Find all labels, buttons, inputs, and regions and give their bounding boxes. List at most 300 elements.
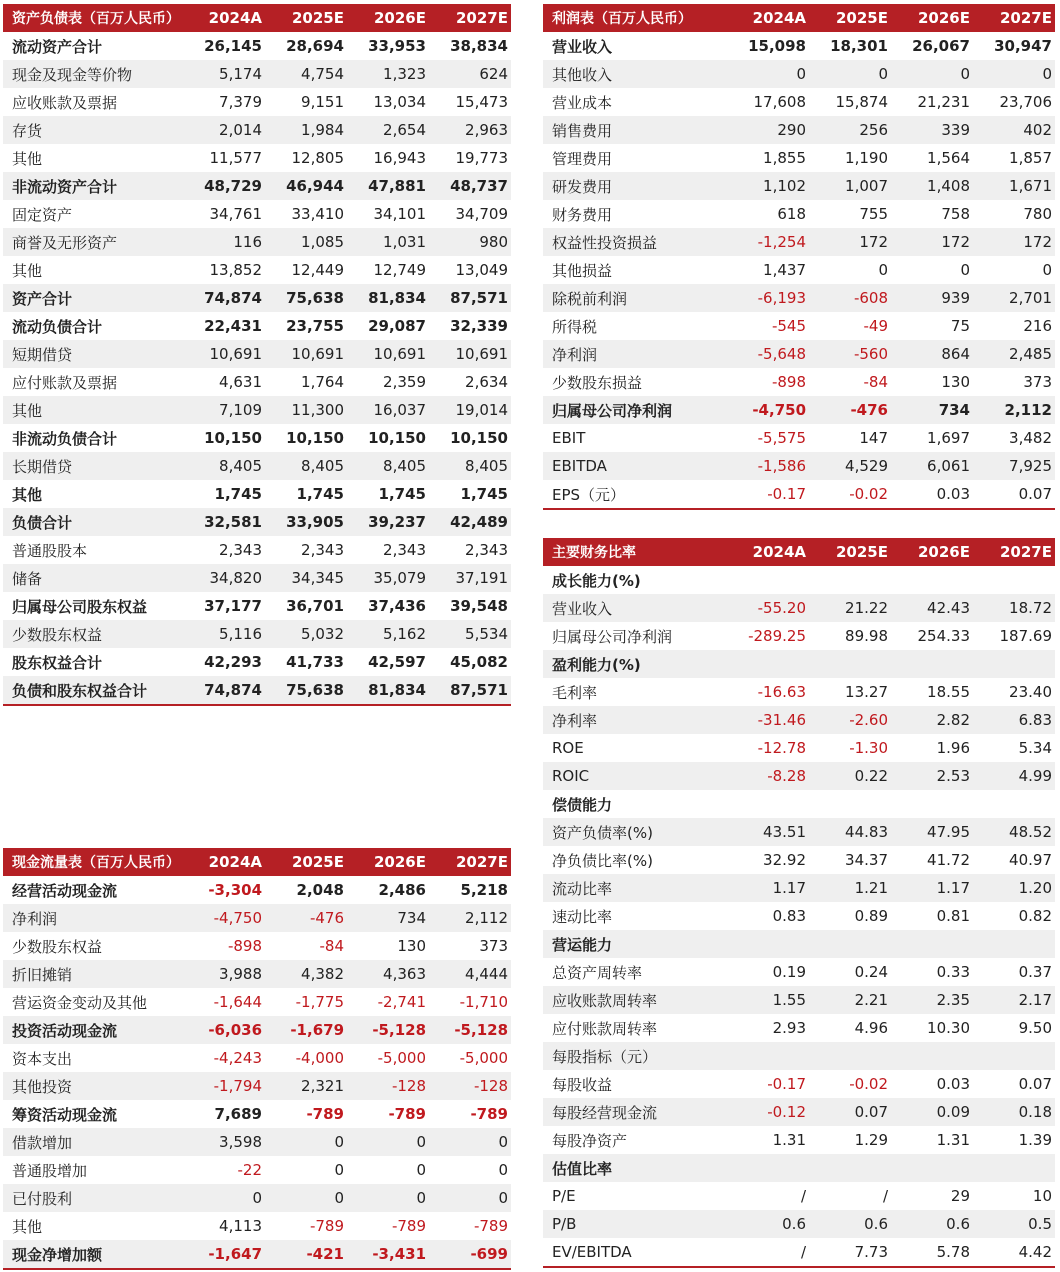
row-label: 应收账款周转率 (543, 986, 727, 1014)
table-row (543, 818, 1055, 846)
table-row (543, 762, 1055, 790)
row-label: 负债和股东权益合计 (3, 676, 183, 705)
table-cell: 10,691 (429, 340, 511, 368)
table-cell: 37,436 (368, 597, 426, 615)
table-row (543, 846, 1055, 874)
table-row (3, 228, 511, 256)
column-header: 2026E (347, 4, 429, 32)
row-label: 已付股利 (3, 1184, 183, 1212)
table-cell: 2,014 (183, 116, 265, 144)
row-label: 除税前利润 (543, 284, 727, 312)
table-cell (809, 1154, 891, 1182)
row-label: 长期借贷 (3, 452, 183, 480)
table-cell: 29,087 (368, 317, 426, 335)
table-cell: -2,741 (377, 993, 426, 1011)
table-cell: -55.20 (727, 594, 809, 622)
table-cell: 26,067 (912, 37, 970, 55)
row-label: 营运能力 (543, 930, 727, 958)
table-cell: 2,634 (465, 373, 508, 391)
table-cell: -789 (309, 1217, 344, 1235)
row-label: 盈利能力(%) (543, 650, 727, 678)
table-cell (973, 1154, 1055, 1182)
table-cell: 1,745 (460, 485, 508, 503)
table-cell: 15,098 (748, 37, 806, 55)
table-cell: 1.96 (936, 739, 970, 757)
key-ratios-table (543, 538, 1055, 1268)
table-cell: 3,598 (183, 1128, 265, 1156)
row-label: 每股指标（元） (543, 1042, 727, 1070)
table-cell: 23,755 (286, 317, 344, 335)
table-cell: 29 (950, 1187, 970, 1205)
row-label: 投资活动现金流 (3, 1016, 183, 1044)
table-row (543, 144, 1055, 172)
table-cell: -0.17 (727, 480, 809, 509)
table-row (543, 594, 1055, 622)
row-label: EV/EBITDA (543, 1238, 727, 1267)
table-cell: 864 (891, 340, 973, 368)
table-row (543, 340, 1055, 368)
table-cell (727, 790, 809, 818)
table-row (543, 678, 1055, 706)
table-cell (891, 566, 973, 594)
table-cell: 1.29 (854, 1131, 888, 1149)
table-cell: 0 (891, 60, 973, 88)
table-cell: -898 (771, 373, 806, 391)
table-header-row (543, 4, 1055, 32)
table-cell: 2,112 (973, 396, 1055, 424)
column-header: 2025E (265, 4, 347, 32)
table-cell: 10,691 (265, 340, 347, 368)
row-label: 经营活动现金流 (12, 881, 118, 900)
table-row (3, 988, 511, 1016)
table-cell: -1,586 (727, 452, 809, 480)
table-cell: 0 (183, 1184, 265, 1212)
table-row (543, 930, 1055, 958)
table-cell: -49 (863, 317, 888, 335)
table-cell: 46,944 (265, 172, 347, 200)
table-cell: 0.6 (727, 1210, 809, 1238)
table-cell: 1,437 (763, 261, 806, 279)
table-row (543, 396, 1055, 424)
table-cell (891, 1042, 973, 1070)
table-row (3, 508, 511, 536)
table-cell: 2,963 (429, 116, 511, 144)
table-row (543, 368, 1055, 396)
table-row (3, 172, 511, 200)
table-cell (891, 650, 973, 678)
table-cell: 624 (429, 60, 511, 88)
table-cell: 12,449 (291, 261, 344, 279)
table-cell: 4,382 (265, 960, 347, 988)
table-cell: 34,709 (455, 205, 508, 223)
table-cell: 1,671 (973, 172, 1055, 200)
table-cell: 42,293 (204, 653, 262, 671)
table-cell: -789 (470, 1105, 508, 1123)
table-row (543, 60, 1055, 88)
table-cell: 758 (941, 205, 970, 223)
row-label: 非流动负债合计 (12, 429, 118, 448)
table-cell: -699 (429, 1240, 511, 1269)
table-row (3, 960, 511, 988)
table-row (3, 116, 511, 144)
table-cell: 19,014 (429, 396, 511, 424)
table-row (543, 622, 1055, 650)
table-row (3, 312, 511, 340)
table-cell: 10 (1032, 1187, 1052, 1205)
table-row (543, 734, 1055, 762)
row-label: 每股收益 (552, 1075, 613, 1094)
table-row (3, 1044, 511, 1072)
table-cell: -128 (429, 1072, 511, 1100)
table-cell: -1,679 (265, 1016, 347, 1044)
table-cell: -5,575 (757, 429, 806, 447)
table-cell: 8,405 (429, 452, 511, 480)
table-cell: 21.22 (809, 594, 891, 622)
row-label: 应收账款及票据 (12, 93, 118, 112)
table-cell: -22 (237, 1161, 262, 1179)
table-cell: 1,857 (1009, 149, 1052, 167)
row-label: 营运资金变动及其他 (12, 993, 148, 1012)
table-cell: 16,037 (347, 396, 429, 424)
table-row (543, 480, 1055, 509)
row-label: EBITDA (543, 452, 727, 480)
row-label: 归属母公司净利润 (543, 396, 727, 424)
table-cell: 4,363 (347, 960, 429, 988)
table-cell: 980 (429, 228, 511, 256)
table-row (3, 284, 511, 312)
table-cell: 0.09 (891, 1098, 973, 1126)
table-cell: -16.63 (757, 683, 806, 701)
row-label: 权益性投资损益 (543, 228, 727, 256)
table-cell: 23.40 (1009, 683, 1052, 701)
table-cell: 6.83 (973, 706, 1055, 734)
row-label: 营业收入 (552, 37, 613, 56)
table-cell: 0 (1042, 261, 1052, 279)
row-label: 归属母公司净利润 (552, 627, 673, 646)
table-cell: -789 (473, 1217, 508, 1235)
row-label: 短期借贷 (3, 340, 183, 368)
table-row (3, 1128, 511, 1156)
table-cell (727, 566, 809, 594)
table-row (3, 904, 511, 932)
table-cell: 254.33 (917, 627, 970, 645)
row-label: 速动比率 (552, 907, 613, 926)
table-header-row (3, 4, 511, 32)
row-label: EBIT (552, 429, 586, 447)
table-row (3, 60, 511, 88)
table-cell: 41.72 (927, 851, 970, 869)
table-cell: -1,775 (295, 993, 344, 1011)
table-row (543, 1238, 1055, 1267)
table-cell: 8,405 (183, 452, 265, 480)
row-label: 资产合计 (3, 284, 183, 312)
table-row (3, 424, 511, 452)
table-cell: 1.17 (727, 874, 809, 902)
row-label: 其他投资 (3, 1072, 183, 1100)
row-label: 流动负债合计 (12, 317, 103, 336)
row-label: ROE (552, 739, 584, 757)
table-cell: -289.25 (748, 627, 806, 645)
table-row (3, 144, 511, 172)
table-cell: 81,834 (347, 676, 429, 705)
table-cell (973, 566, 1055, 594)
row-label: 其他 (12, 485, 43, 504)
table-cell: 1,984 (265, 116, 347, 144)
row-label: 所得税 (552, 317, 598, 336)
table-cell: 32,581 (183, 508, 265, 536)
table-header-row (3, 848, 511, 876)
table-cell: 40.97 (1009, 851, 1052, 869)
table-cell: -6,036 (183, 1016, 265, 1044)
table-cell: 2,654 (347, 116, 429, 144)
table-cell: 1.31 (936, 1131, 970, 1149)
table-cell: 75,638 (265, 676, 347, 705)
table-cell: 47,881 (347, 172, 429, 200)
table-cell: -0.17 (767, 1075, 806, 1093)
table-cell: 256 (809, 116, 891, 144)
row-label: 财务费用 (552, 205, 613, 224)
table-cell: 1,697 (927, 429, 970, 447)
table-cell: 74,874 (183, 676, 265, 705)
table-cell: 45,082 (450, 653, 508, 671)
table-cell: 48,737 (429, 172, 511, 200)
table-cell: 13,049 (455, 261, 508, 279)
table-cell: 9,151 (301, 93, 344, 111)
table-cell: -1,710 (459, 993, 508, 1011)
table-cell: 19,773 (455, 149, 508, 167)
table-cell: 0.03 (936, 1075, 970, 1093)
table-row (543, 172, 1055, 200)
row-label: 其他 (3, 396, 183, 424)
table-cell: 734 (891, 396, 973, 424)
table-cell: 734 (347, 904, 429, 932)
table-cell: -789 (306, 1105, 344, 1123)
table-cell: 8,405 (347, 452, 429, 480)
row-label: 净利润 (543, 340, 727, 368)
table-cell: 2,343 (219, 541, 262, 559)
table-cell: 87,571 (429, 676, 511, 705)
table-cell: 18.55 (927, 683, 970, 701)
table-title: 利润表（百万人民币） (543, 4, 727, 32)
table-cell: -421 (265, 1240, 347, 1269)
row-label: 资产负债率(%) (543, 818, 727, 846)
column-header: 2024A (183, 4, 265, 32)
table-cell: 1,007 (809, 172, 891, 200)
table-cell: 339 (891, 116, 973, 144)
table-cell: -2.60 (809, 706, 891, 734)
table-cell: 36,701 (286, 597, 344, 615)
table-cell: 44.83 (809, 818, 891, 846)
table-cell (973, 790, 1055, 818)
table-row (3, 1240, 511, 1269)
row-label: 流动资产合计 (12, 37, 103, 56)
table-row (3, 1156, 511, 1184)
table-row (543, 706, 1055, 734)
table-cell: 2,321 (265, 1072, 347, 1100)
row-label: 存货 (3, 116, 183, 144)
table-cell: 0.22 (809, 762, 891, 790)
table-cell: -12.78 (757, 739, 806, 757)
table-cell: -4,000 (295, 1049, 344, 1067)
table-cell: -0.02 (849, 1075, 888, 1093)
table-row (543, 958, 1055, 986)
table-row (543, 790, 1055, 818)
table-cell: 0 (429, 1184, 511, 1212)
table-cell: / (727, 1238, 809, 1267)
table-row (543, 116, 1055, 144)
table-cell: -0.02 (809, 480, 891, 509)
table-row (3, 676, 511, 705)
row-label: P/B (543, 1210, 727, 1238)
table-row (3, 256, 511, 284)
table-cell: 4,529 (809, 452, 891, 480)
table-cell: 34,820 (183, 564, 265, 592)
table-cell: 34.37 (845, 851, 888, 869)
table-cell: 18.72 (973, 594, 1055, 622)
table-cell: -789 (388, 1105, 426, 1123)
table-row (3, 452, 511, 480)
table-cell: -789 (391, 1217, 426, 1235)
table-row (543, 312, 1055, 340)
table-cell: 1,855 (763, 149, 806, 167)
column-header: 2025E (265, 848, 347, 876)
table-cell: 2.82 (891, 706, 973, 734)
table-cell: 11,577 (209, 149, 262, 167)
table-row (3, 1100, 511, 1128)
table-cell: 1.17 (891, 874, 973, 902)
table-cell: 37,191 (429, 564, 511, 592)
table-cell: 2.21 (809, 986, 891, 1014)
table-cell: 2,485 (973, 340, 1055, 368)
row-label: 销售费用 (543, 116, 727, 144)
row-label: 其他损益 (552, 261, 613, 280)
table-cell: 10,150 (286, 429, 344, 447)
row-label: EPS（元） (543, 480, 727, 509)
table-row (3, 88, 511, 116)
table-row (3, 876, 511, 904)
row-label: 净利润 (3, 904, 183, 932)
table-cell: 16,943 (373, 149, 426, 167)
table-cell: 35,079 (347, 564, 429, 592)
table-cell: 147 (859, 429, 888, 447)
table-row (543, 256, 1055, 284)
table-cell: 0 (973, 60, 1055, 88)
table-cell: 0.07 (1018, 1075, 1052, 1093)
row-label: 普通股增加 (12, 1161, 88, 1180)
table-cell: -4,750 (727, 396, 809, 424)
table-cell: -545 (771, 317, 806, 335)
table-cell: 4.99 (973, 762, 1055, 790)
table-row (543, 32, 1055, 60)
table-cell: -1,647 (183, 1240, 265, 1269)
table-cell (973, 650, 1055, 678)
column-header: 2024A (727, 4, 809, 32)
row-label: 偿债能力 (552, 795, 613, 814)
table-cell: 0 (498, 1161, 508, 1179)
table-cell: 43.51 (727, 818, 809, 846)
table-row (3, 564, 511, 592)
table-row (3, 592, 511, 620)
table-cell: 48,729 (183, 172, 265, 200)
table-cell: 7.73 (809, 1238, 891, 1267)
table-cell: / (800, 1187, 806, 1205)
table-cell: -5,128 (347, 1016, 429, 1044)
table-cell: 0 (265, 1128, 347, 1156)
table-cell: 216 (1023, 317, 1052, 335)
table-cell: 39,548 (450, 597, 508, 615)
table-cell: 5.78 (891, 1238, 973, 1267)
table-cell: 0.07 (973, 480, 1055, 509)
table-cell: 0.89 (854, 907, 888, 925)
row-label: 营业成本 (552, 93, 613, 112)
row-label: 毛利率 (552, 683, 598, 702)
table-cell: 1.31 (772, 1131, 806, 1149)
table-cell: 4,113 (219, 1217, 262, 1235)
table-cell: 116 (183, 228, 265, 256)
table-row (543, 228, 1055, 256)
table-cell: 42.43 (891, 594, 973, 622)
table-cell: 32.92 (763, 851, 806, 869)
table-row (543, 1182, 1055, 1210)
table-cell: 2.93 (772, 1019, 806, 1037)
table-cell: -1,254 (727, 228, 809, 256)
table-row (3, 1016, 511, 1044)
column-header: 2026E (347, 848, 429, 876)
table-cell: 130 (397, 937, 426, 955)
table-cell: 0 (727, 60, 809, 88)
table-cell (809, 1042, 891, 1070)
table-row (3, 1072, 511, 1100)
table-cell: 1.39 (1018, 1131, 1052, 1149)
table-row (3, 480, 511, 508)
table-row (3, 32, 511, 60)
table-cell: 47.95 (891, 818, 973, 846)
table-cell: 28,694 (286, 37, 344, 55)
table-cell: 37,177 (204, 597, 262, 615)
table-cell (727, 1154, 809, 1182)
table-cell: -84 (319, 937, 344, 955)
table-cell: 373 (479, 937, 508, 955)
table-cell: -5,000 (377, 1049, 426, 1067)
table-cell: -5,648 (727, 340, 809, 368)
table-row (543, 1210, 1055, 1238)
table-cell: 0 (809, 60, 891, 88)
column-header: 2027E (973, 538, 1055, 566)
table-cell: / (882, 1187, 888, 1205)
table-row (3, 368, 511, 396)
row-label: 固定资产 (12, 205, 73, 224)
income-statement-table (543, 4, 1055, 510)
table-cell: 3,482 (1009, 429, 1052, 447)
table-cell (809, 566, 891, 594)
cash-flow-table (3, 848, 511, 1270)
table-row (543, 1098, 1055, 1126)
table-cell: 10.30 (927, 1019, 970, 1037)
table-cell: 2,112 (429, 904, 511, 932)
table-cell: 8,405 (265, 452, 347, 480)
table-cell: 5,174 (183, 60, 265, 88)
table-cell: 15,473 (455, 93, 508, 111)
table-cell: 0.07 (809, 1098, 891, 1126)
table-cell: 4,631 (219, 373, 262, 391)
table-cell: 3,988 (183, 960, 265, 988)
column-header: 2024A (727, 538, 809, 566)
row-label: 借款增加 (3, 1128, 183, 1156)
table-cell: 0.83 (772, 907, 806, 925)
row-label: 应付账款及票据 (12, 373, 118, 392)
table-cell: 42,489 (429, 508, 511, 536)
table-cell: 22,431 (204, 317, 262, 335)
